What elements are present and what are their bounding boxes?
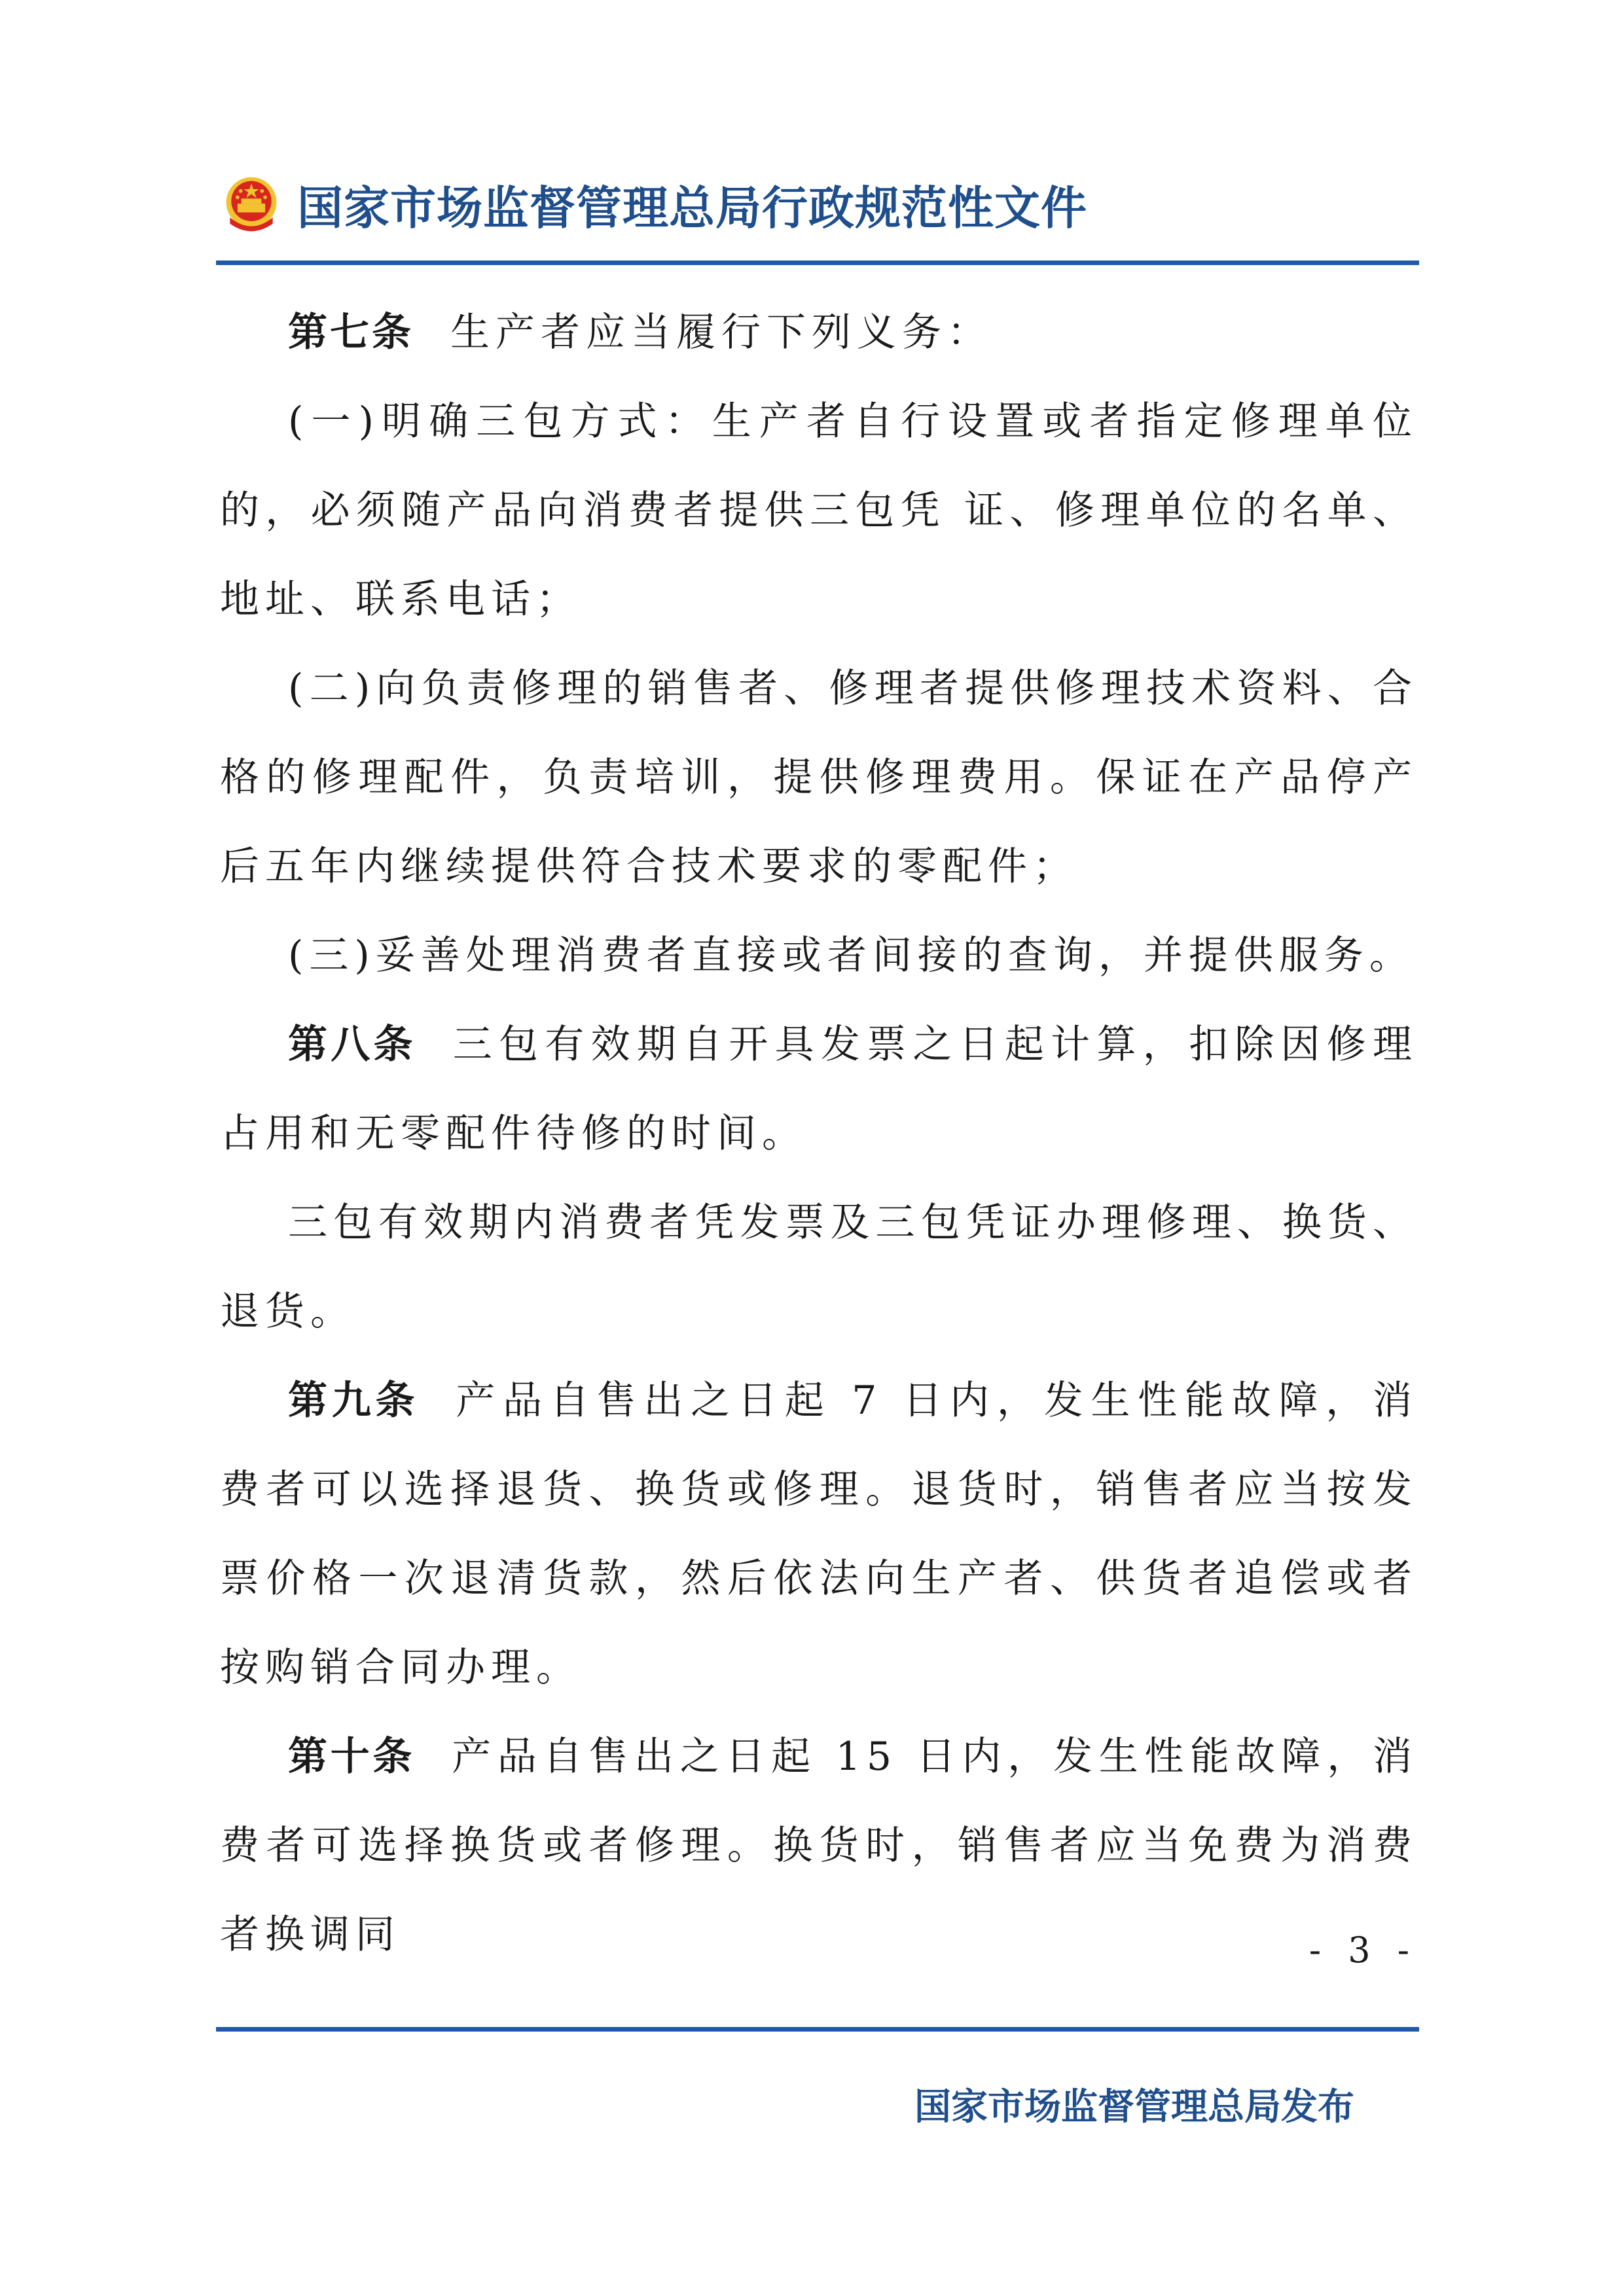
article-heading: 第十条 — [288, 1734, 416, 1780]
article-8 — [220, 1000, 1418, 1178]
article-text: 产品自售出之日起 15 日内，发生性能故障，消费者可选择换货或者修理。换货时，销售者应当免费为消费者换调同 — [220, 1734, 1418, 1958]
clause-text: (一)明确三包方式：生产者自行设置或者指定修理单位的，必须随产品向消费者提供三包凭 证、修理单位的名单、地址、联系电话； — [220, 399, 1418, 622]
article-heading: 第九条 — [288, 1378, 420, 1424]
footer-divider — [216, 2027, 1419, 2032]
article-text: 三包有效期自开具发票之日起计算，扣除因修理占用和无零配件待修的时间。 — [220, 1022, 1418, 1157]
clause-3 — [220, 911, 1418, 1000]
article-heading: 第八条 — [288, 1022, 416, 1067]
article-heading: 第七条 — [288, 310, 414, 355]
article-text: 产品自售出之日起 7 日内，发生性能故障，消费者可以选择退货、换货或修理。退货时，销售者应当按发票价格一次退清货款，然后依法向生产者、供货者追偿或者按购销合同办理。 — [220, 1378, 1418, 1691]
article-7 — [220, 288, 1418, 377]
document-body — [220, 288, 1418, 1979]
header-title: 国家市场监督管理总局行政规范性文件 — [297, 181, 1087, 235]
clause-text: (二)向负责修理的销售者、修理者提供修理技术资料、合格的修理配件，负责培训，提供修理费用。保证在产品停产后五年内继续提供符合技术要求的零配件； — [220, 666, 1418, 889]
article-text: 生产者应当履行下列义务： — [450, 310, 992, 355]
article-8-paragraph-2 — [220, 1178, 1418, 1356]
article-9 — [220, 1356, 1418, 1712]
footer-publisher: 国家市场监督管理总局发布 — [914, 2086, 1354, 2128]
national-emblem-icon — [220, 173, 283, 236]
paragraph-text: 三包有效期内消费者凭发票及三包凭证办理修理、换货、退货。 — [220, 1200, 1418, 1335]
article-10 — [220, 1712, 1418, 1979]
page-number: - 3 - — [1308, 1929, 1417, 1971]
clause-text: (三)妥善处理消费者直接或者间接的查询，并提供服务。 — [288, 933, 1415, 978]
clause-1 — [220, 377, 1418, 644]
header-divider — [216, 260, 1419, 265]
clause-2 — [220, 644, 1418, 911]
document-header — [220, 171, 1087, 238]
